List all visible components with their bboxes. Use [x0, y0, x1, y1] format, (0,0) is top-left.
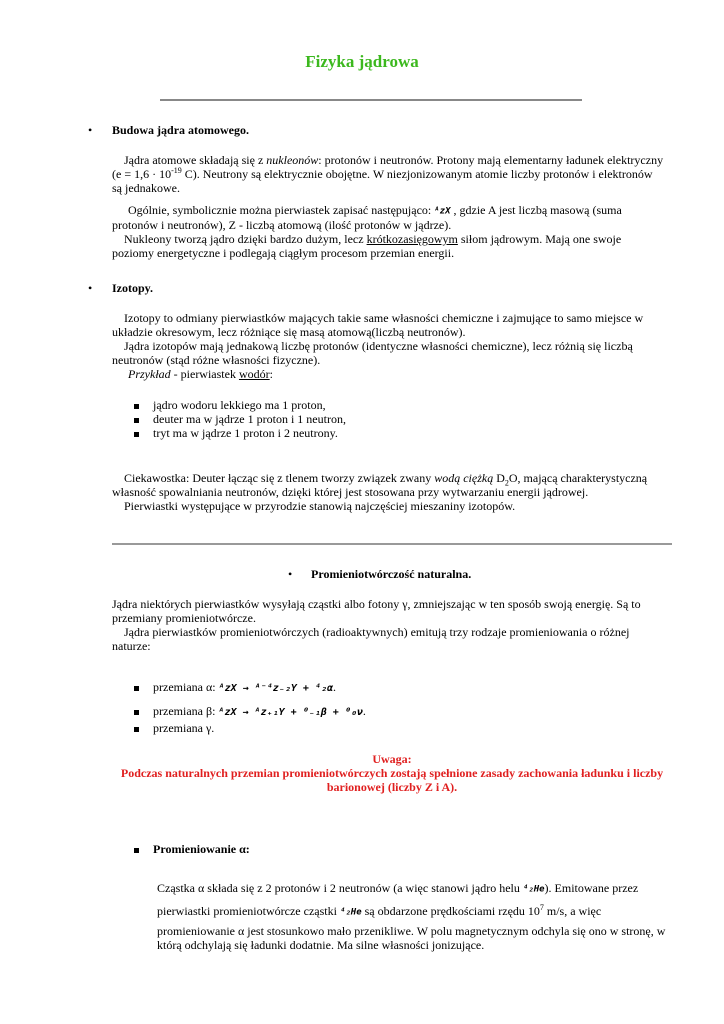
helium-formula: ⁴₂He [339, 907, 362, 918]
bullet-dot: • [288, 567, 293, 581]
bullet-dot: • [88, 281, 93, 295]
section-heading-radioactivity: Promieniotwórczość naturalna. [311, 567, 472, 581]
nuclide-formula: ᴬzX [434, 206, 451, 217]
paragraph-radioactivity: Jądra niektórych pierwiastków wysyłają cząstki albo fotony γ, zmniejszając w ten sposób swoją energię. Są to przemiany promieniotwórcze. Jądra pierwiastków promieniotwórczych (radioaktywnych) emitują trzy rodzaje promieniowania o różnej naturze: [112, 597, 641, 653]
warning-line-1: Podczas naturalnych przemian promieniotwórczych zostają spełnione zasady zachowania ładunku i liczby [120, 766, 664, 780]
paragraph-isotopes: Izotopy to odmiany pierwiastków mających takie same własności chemiczne i zajmujące to samo miejsce w układzie okresowym, lecz różniące się masą atomową(liczbą neutronów). Jądra izotopów mają jednakową liczbę protonów (identyczne własności chemiczne), lecz różnią się liczbą neutronów (stąd różne własności fizyczne). Przykład - pierwiastek wodór: [112, 311, 644, 381]
paragraph-trivia: Ciekawostka: Deuter łącząc się z tlenem tworzy związek zwany wodą ciężką $D_2O$, mającą charakterystyczną własność spowalniania neutronów, dzięki której jest stosowana przy wytwarzaniu energii jądrowej. Pierwiastki występujące w przyrodzie stanowią najczęściej mieszaniny izotopów. [112, 471, 648, 513]
bullet-dot: • [88, 123, 93, 137]
helium-formula: ⁴₂He [522, 884, 545, 895]
list-item: deuter ma w jądrze 1 proton i 1 neutron, [134, 412, 346, 427]
beta-decay-formula: ᴬzX → ᴬz₊₁Y + ⁰₋₁β + ⁰₀ν [218, 706, 363, 718]
section-heading-structure: Budowa jądra atomowego. [112, 123, 249, 137]
section-heading-alpha-radiation: Promieniowanie α: [134, 842, 250, 857]
warning-line-2: barionowej (liczby Z i A). [326, 780, 458, 794]
warning-title: Uwaga: [372, 752, 412, 766]
paragraph-notation: Ogólnie, symbolicznie można pierwiastek zapisać następująco: ᴬzX , gdzie A jest liczbą masową (suma protonów i neutronów), Z - liczbą atomową (ilość protonów w jądrze). Nukleony tworzą jądro dzięki bardzo dużym, lecz krótkozasięgowym siłom jądrowym. Mają one swoje poziomy energetyczne i podlegają ciągłym procesom przemian energii. [112, 203, 622, 261]
list-item-alpha: przemiana α: ᴬzX → ᴬ⁻⁴z₋₂Y + ⁴₂α. [134, 680, 336, 695]
page-title: Fizyka jądrowa [305, 52, 419, 71]
section-divider [112, 543, 672, 545]
list-item-beta: przemiana β: ᴬzX → ᴬz₊₁Y + ⁰₋₁β + ⁰₀ν. [134, 704, 366, 719]
paragraph-nucleons: Jądra atomowe składają się z nukleonów: protonów i neutronów. Protony mają elementarny ładunek elektryczny ($e = 1,6 \cdot 10^{-19}$ C). Neutrony są elektrycznie obojętne. W niezjonizowanym atomie liczby protonów i elektronów są jednakowe. [112, 153, 664, 195]
title-divider [160, 99, 582, 101]
section-heading-isotopes: Izotopy. [112, 281, 154, 295]
list-item: tryt ma w jądrze 1 proton i 2 neutrony. [134, 426, 338, 441]
link-short-range: krótkozasięgowym [366, 232, 458, 247]
list-item-gamma: przemiana γ. [134, 721, 214, 736]
alpha-decay-formula: ᴬzX → ᴬ⁻⁴z₋₂Y + ⁴₂α [218, 682, 333, 694]
list-item: jądro wodoru lekkiego ma 1 proton, [134, 398, 326, 413]
paragraph-alpha-radiation: Cząstka α składa się z 2 protonów i 2 neutronów (a więc stanowi jądro helu ⁴₂He). Emitowane przez pierwiastki promieniotwórcze cząstki ⁴₂He są obdarzone prędkościami rzędu $10^7$ m/s, a więc promieniowanie α jest stosunkowo mało przenikliwe. W polu magnetycznym odchyla się ono w stronę, w którą odchylają się ładunki dodatnie. Ma silne własności jonizujące. [157, 881, 666, 952]
